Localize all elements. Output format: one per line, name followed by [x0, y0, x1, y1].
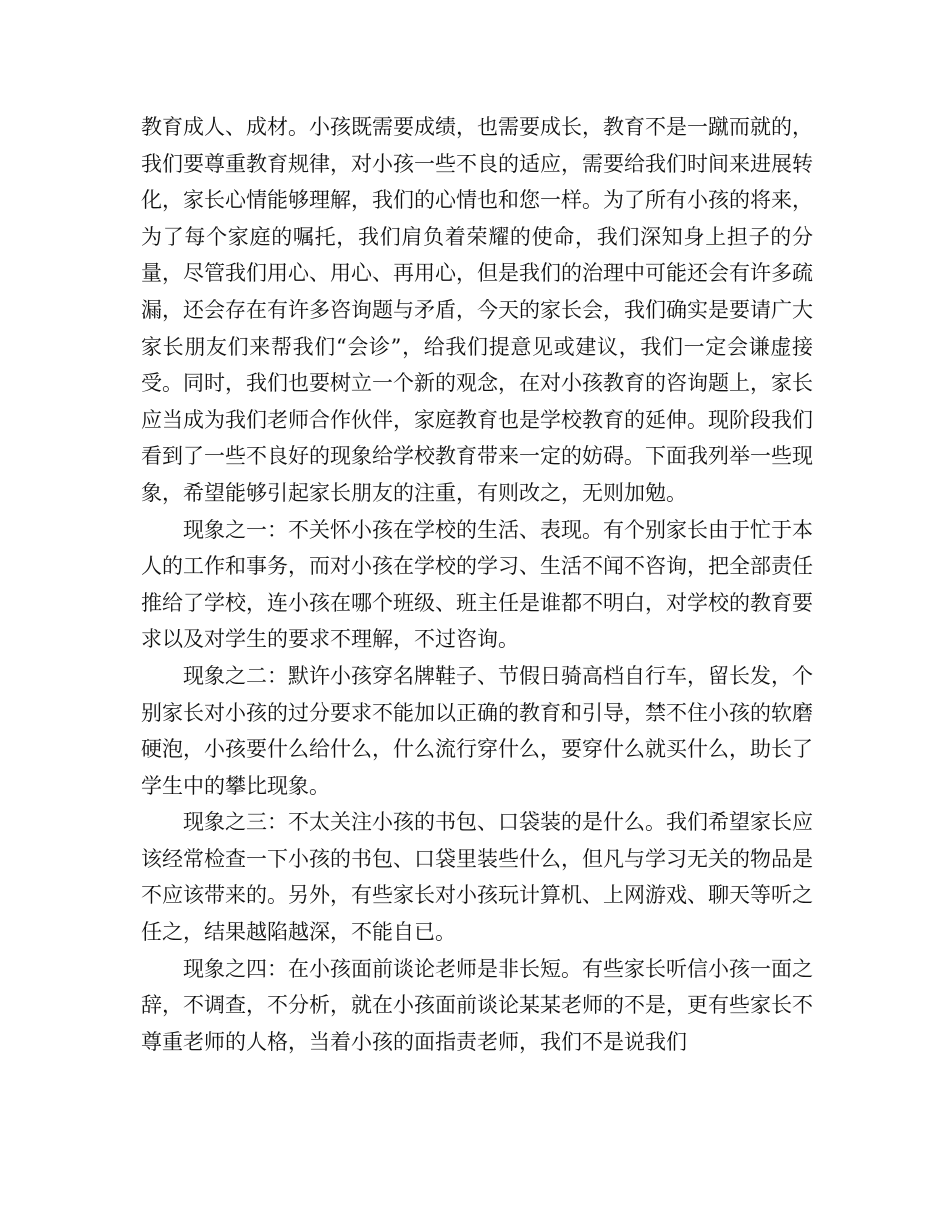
document-body: [141, 109, 813, 1060]
paragraph-phenomenon-1: 现象之一：不关怀小孩在学校的生活、表现。有个别家长由于忙于本人的工作和事务，而对小孩在学校的学习、生活不闻不咨询，把全部责任推给了学校，连小孩在哪个班级、班主任是谁都不明白，对学校的教育要求以及对学生的要求不理解，不过咨询。: [141, 517, 813, 652]
paragraph-intro: 教育成人、成材。小孩既需要成绩，也需要成长，教育不是一蹴而就的，我们要尊重教育规律，对小孩一些不良的适应，需要给我们时间来进展转化，家长心情能够理解，我们的心情也和您一样。为了所有小孩的将来，为了每个家庭的嘱托，我们肩负着荣耀的使命，我们深知身上担子的分量，尽管我们用心、用心、再用心，但是我们的治理中可能还会有许多疏漏，还会存在有许多咨询题与矛盾，今天的家长会，我们确实是要请广大家长朋友们来帮我们“会诊”，给我们提意见或建议，我们一定会谦虚接受。同时，我们也要树立一个新的观念，在对小孩教育的咨询题上，家长应当成为我们老师合作伙伴，家庭教育也是学校教育的延伸。现阶段我们看到了一些不良好的现象给学校教育带来一定的妨碍。下面我列举一些现象，希望能够引起家长朋友的注重，有则改之，无则加勉。: [141, 115, 813, 505]
paragraph-phenomenon-4: 现象之四：在小孩面前谈论老师是非长短。有些家长听信小孩一面之辞，不调查，不分析，就在小孩面前谈论某某老师的不是，更有些家长不尊重老师的人格，当着小孩的面指责老师，我们不是说我们: [141, 956, 813, 1054]
paragraph-phenomenon-3: 现象之三：不太关注小孩的书包、口袋装的是什么。我们希望家长应该经常检查一下小孩的书包、口袋里装些什么，但凡与学习无关的物品是不应该带来的。另外，有些家长对小孩玩计算机、上网游戏、聊天等听之任之，结果越陷越深，不能自已。: [141, 810, 813, 945]
paragraph-phenomenon-2: 现象之二：默许小孩穿名牌鞋子、节假日骑高档自行车，留长发，个别家长对小孩的过分要求不能加以正确的教育和引导，禁不住小孩的软磨硬泡，小孩要什么给什么，什么流行穿什么，要穿什么就买什么，助长了学生中的攀比现象。: [141, 663, 813, 798]
